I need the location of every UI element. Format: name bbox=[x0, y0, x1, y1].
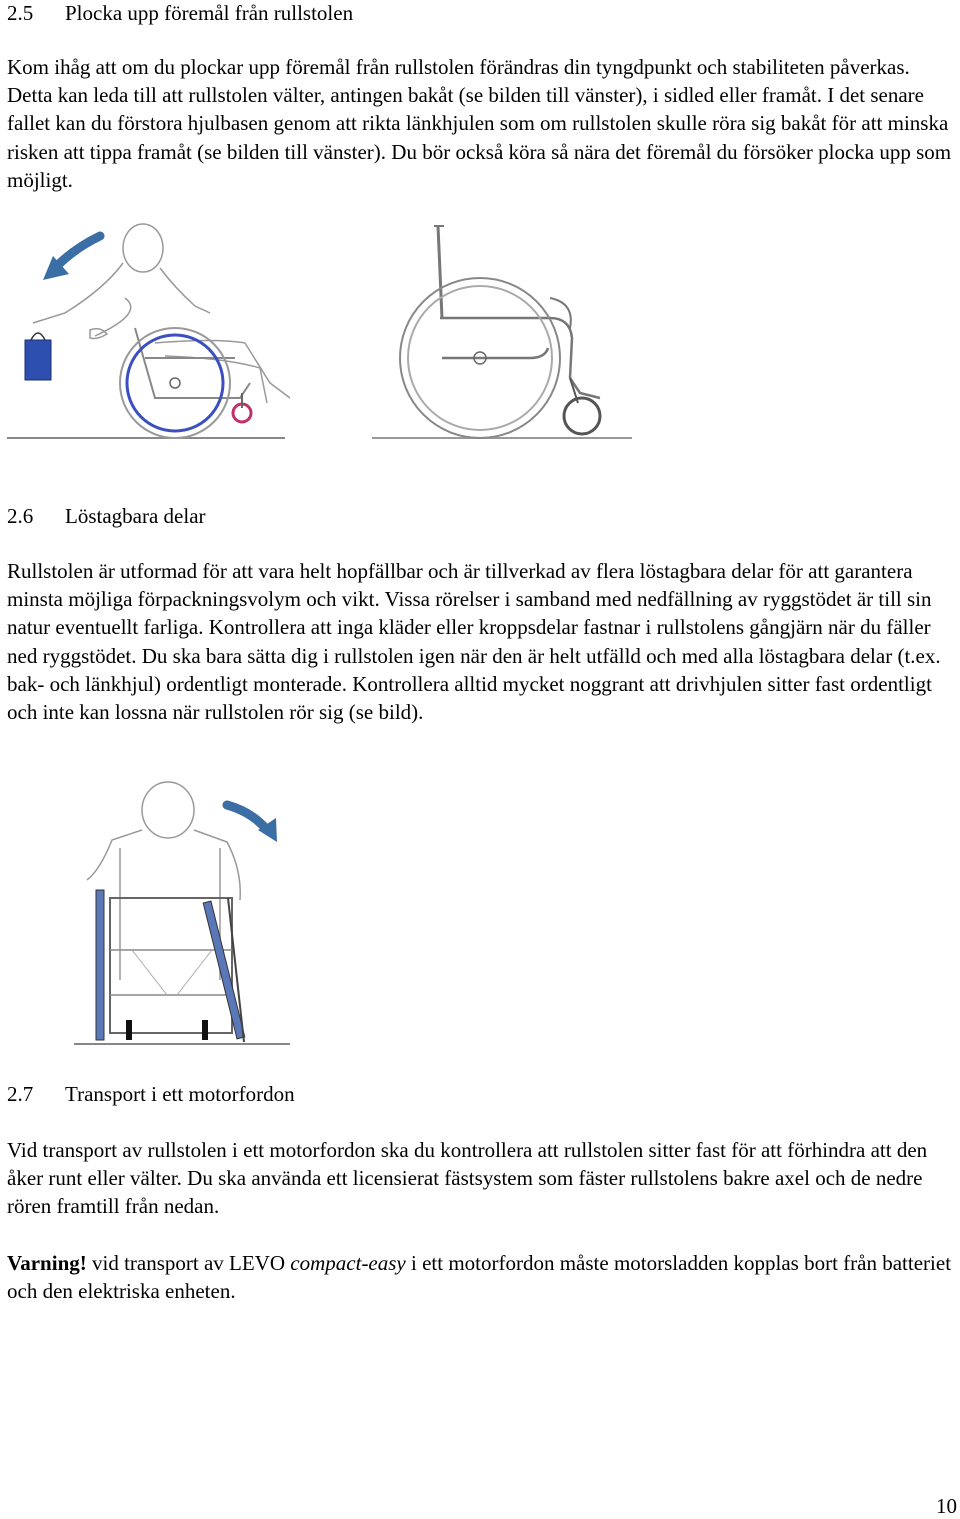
section-heading-2-7 bbox=[7, 1081, 295, 1107]
section-title: Plocka upp föremål från rullstolen bbox=[65, 1, 354, 25]
warning-product: compact-easy bbox=[290, 1251, 406, 1275]
section-paragraph-2-6: Rullstolen är utformad för att vara helt hopfällbar och är tillverkad av flera löstagbara delar för att garantera minsta möjliga förpackningsvolym och vikt. Vissa rörelser i samband med nedfällning av ryggstödet är till sin natur eventuellt farliga. Kontrollera att inga kläder eller kroppsdelar fastnar i rullstolens gångjärn när du fäller ned ryggstödet. Du ska bara sätta dig i rullstolen igen när den är helt utfälld och med alla löstagbara delar (t.ex. bak- och länkhjul) ordentligt monterade. Kontrollera alltid mycket noggrant att drivhjulen sitter fast ordentligt och inte kan lossna när rullstolen rör sig (se bild). bbox=[7, 559, 941, 725]
page-number: 10 bbox=[936, 1494, 957, 1518]
section-paragraph-2-5: Kom ihåg att om du plockar upp föremål från rullstolen förändras din tyngdpunkt och stabiliteten påverkas. Detta kan leda till att rullstolen välter, antingen bakåt (se bilden till vänster), i sidled eller framåt. I det senare fallet kan du förstora hjulbasen genom att rikta länkhjulen som om rullstolen skulle röra sig bakåt för att minska risken att tippa framåt (se bilden till vänster). Du bör också köra så nära det föremål du försöker plocka upp som möjligt. bbox=[7, 55, 952, 192]
section-heading-2-5 bbox=[7, 0, 353, 26]
warning-label: Varning! bbox=[7, 1251, 87, 1275]
warning-text-after: i ett motorfordon måste motorsladden kopplas bort från batteriet och den elektriska enheten. bbox=[7, 1251, 952, 1304]
section-number: 2.7 bbox=[7, 1082, 34, 1106]
figure-removable-parts bbox=[72, 780, 292, 1052]
section-number: 2.5 bbox=[7, 1, 34, 25]
warning-paragraph bbox=[7, 1249, 957, 1305]
section-title: Löstagbara delar bbox=[65, 504, 206, 528]
section-paragraph-2-7: Vid transport av rullstolen i ett motorfordon ska du kontrollera att rullstolen sitter fast för att förhindra att den åker runt eller välter. Du ska använda ett licensierat fästsystem som fäster rullstolens bakre axel och de nedre rören framtill från nedan. bbox=[7, 1138, 928, 1219]
figure-picking-up-object bbox=[5, 218, 290, 450]
section-heading-2-6 bbox=[7, 503, 206, 529]
section-number: 2.6 bbox=[7, 504, 34, 528]
figure-wheelchair-side bbox=[370, 218, 635, 450]
warning-text-before: vid transport av LEVO bbox=[86, 1251, 291, 1275]
section-title: Transport i ett motorfordon bbox=[65, 1082, 295, 1106]
